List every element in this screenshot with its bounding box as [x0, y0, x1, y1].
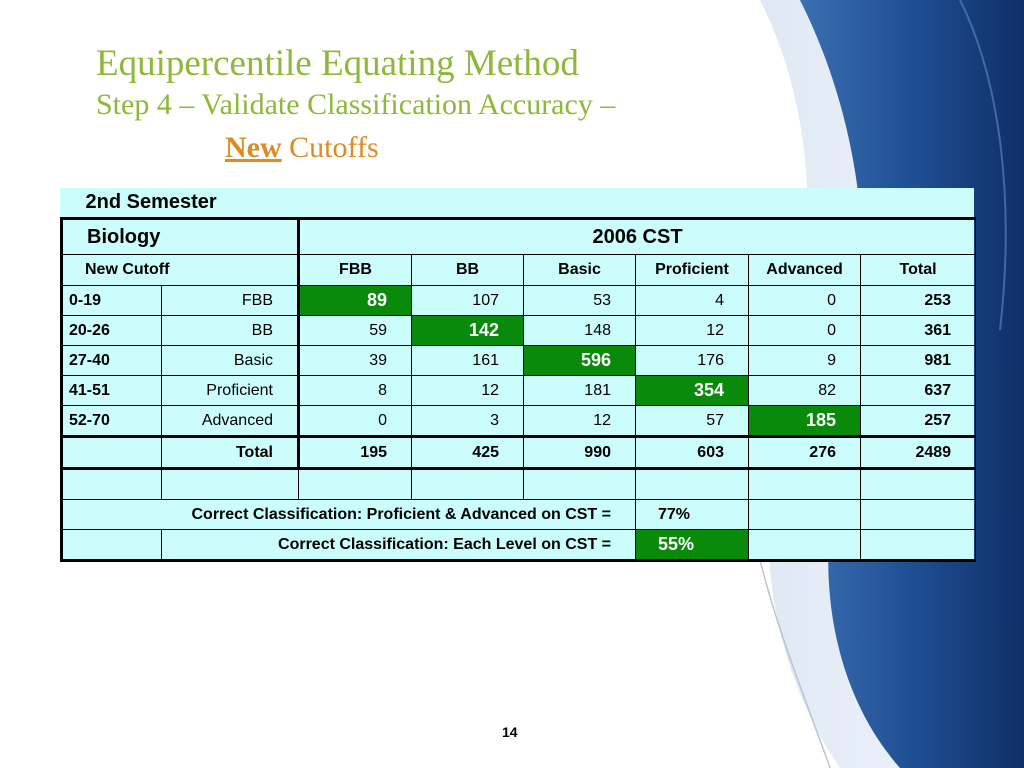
subject-label: Biology: [62, 219, 299, 255]
cutoff-range: 27-40: [62, 346, 162, 376]
summary-row-prof-adv: [62, 500, 976, 530]
totals-label: Total: [162, 437, 299, 469]
cell-value: 181: [524, 376, 636, 406]
subtitle-cutoffs-word: Cutoffs: [281, 131, 379, 164]
cutoff-level: BB: [162, 316, 299, 346]
grand-total: 2489: [861, 437, 976, 469]
summary-prof-adv-value: 77%: [636, 500, 749, 530]
row-total: 981: [861, 346, 976, 376]
totals-empty-cell: [62, 437, 162, 469]
blank-cell: [861, 530, 976, 561]
table-row: [62, 406, 976, 437]
slide-subtitle-cutoffs: [225, 131, 379, 165]
blank-row: [62, 469, 976, 500]
summary-each-value: 55%: [636, 530, 749, 561]
cell-value: 4: [636, 286, 749, 316]
blank-cell: [412, 469, 524, 500]
blank-cell: [62, 469, 162, 500]
cell-value-diagonal: 354: [636, 376, 749, 406]
cell-value-diagonal: 89: [299, 286, 412, 316]
semester-label: 2nd Semester: [62, 188, 976, 219]
slide-subtitle: Step 4 – Validate Classification Accuracy –: [96, 88, 616, 121]
cutoff-level: FBB: [162, 286, 299, 316]
cutoff-level: Proficient: [162, 376, 299, 406]
column-total: 276: [749, 437, 861, 469]
classification-table: [60, 188, 976, 562]
blank-cell: [162, 469, 299, 500]
cutoff-range: 52-70: [62, 406, 162, 437]
summary-prof-adv-label: Correct Classification: Proficient & Advanced on CST =: [62, 500, 636, 530]
cell-value: 53: [524, 286, 636, 316]
row-total: 361: [861, 316, 976, 346]
column-total: 603: [636, 437, 749, 469]
summary-row-each: [62, 530, 976, 561]
blank-cell: [749, 469, 861, 500]
cell-value: 12: [524, 406, 636, 437]
cell-value: 161: [412, 346, 524, 376]
column-total: 425: [412, 437, 524, 469]
cst-header: 2006 CST: [299, 219, 976, 255]
cell-value: 57: [636, 406, 749, 437]
cell-value: 12: [636, 316, 749, 346]
cell-value: 3: [412, 406, 524, 437]
col-header: BB: [412, 255, 524, 286]
blank-cell: [62, 530, 162, 561]
cell-value: 9: [749, 346, 861, 376]
blank-cell: [749, 500, 861, 530]
blank-cell: [749, 530, 861, 561]
blank-cell: [299, 469, 412, 500]
blank-cell: [861, 469, 976, 500]
slide-title: Equipercentile Equating Method: [96, 43, 579, 84]
cutoff-range: 20-26: [62, 316, 162, 346]
cutoff-range: 0-19: [62, 286, 162, 316]
cell-value: 82: [749, 376, 861, 406]
cell-value-diagonal: 142: [412, 316, 524, 346]
cutoff-range: 41-51: [62, 376, 162, 406]
cell-value: 59: [299, 316, 412, 346]
cell-value-diagonal: 185: [749, 406, 861, 437]
cell-value: 148: [524, 316, 636, 346]
blank-cell: [524, 469, 636, 500]
cell-value-diagonal: 596: [524, 346, 636, 376]
table-row: [62, 316, 976, 346]
blank-cell: [636, 469, 749, 500]
summary-each-label: Correct Classification: Each Level on CST =: [162, 530, 636, 561]
cell-value: 107: [412, 286, 524, 316]
row-total: 637: [861, 376, 976, 406]
col-header: Basic: [524, 255, 636, 286]
cell-value: 39: [299, 346, 412, 376]
table-row: [62, 376, 976, 406]
blank-cell: [861, 500, 976, 530]
cutoff-level: Basic: [162, 346, 299, 376]
col-header: Proficient: [636, 255, 749, 286]
totals-row: [62, 437, 976, 469]
col-header: Total: [861, 255, 976, 286]
cell-value: 176: [636, 346, 749, 376]
page-number: 14: [502, 724, 518, 740]
column-total: 990: [524, 437, 636, 469]
row-total: 257: [861, 406, 976, 437]
cutoff-header: New Cutoff: [62, 255, 299, 286]
cell-value: 0: [299, 406, 412, 437]
cell-value: 12: [412, 376, 524, 406]
cell-value: 0: [749, 286, 861, 316]
table-row: [62, 286, 976, 316]
col-header: Advanced: [749, 255, 861, 286]
classification-table-container: [60, 188, 974, 562]
column-total: 195: [299, 437, 412, 469]
cutoff-level: Advanced: [162, 406, 299, 437]
subtitle-new-word: New: [225, 131, 282, 164]
table-row: [62, 346, 976, 376]
row-total: 253: [861, 286, 976, 316]
col-header: FBB: [299, 255, 412, 286]
cell-value: 0: [749, 316, 861, 346]
cell-value: 8: [299, 376, 412, 406]
